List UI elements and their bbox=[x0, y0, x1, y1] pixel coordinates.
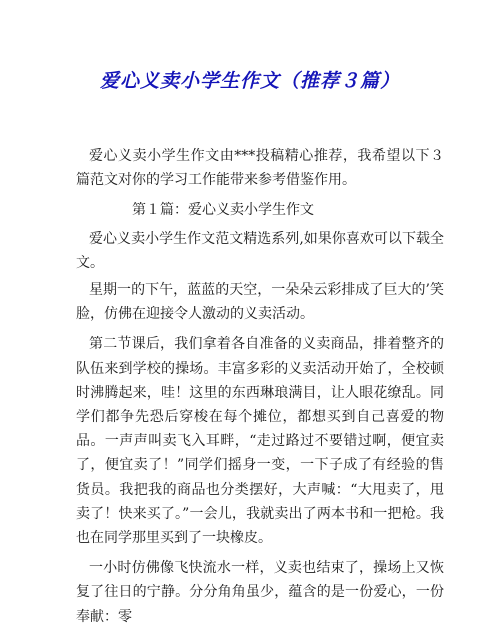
section-heading: 第１篇：爱心义卖小学生作文 bbox=[132, 202, 314, 219]
intro-paragraph: 爱心义卖小学生作文由***投稿精心推荐，我希望以下３篇范文对你的学习工作能带来参考借鉴作用。 bbox=[76, 148, 444, 189]
body-paragraph: 爱心义卖小学生作文范文精选系列,如果你喜欢可以下载全文。 bbox=[76, 230, 444, 271]
document-title: 爱心义卖小学生作文（推荐３篇） bbox=[99, 70, 400, 92]
document-body bbox=[76, 144, 444, 635]
body-paragraph: 第二节课后，我们拿着各自准备的义卖商品，排着整齐的队伍来到学校的操场。丰富多彩的义卖活动开始了，全校顿时沸腾起来，哇！这里的东西琳琅满目，让人眼花缭乱。同学们都争先恐后穿梭在每个摊位，都想买到自己喜爱的物品。一声声叫卖飞入耳畔，“走过路过不要错过啊，便宜卖了，便宜卖了！”同学们摇身一变，一下子成了有经验的售货员。我把我的商品也分类摆好，大声喊：“大甩卖了，甩卖了！快来买了。”一会儿，我就卖出了两本书和一把枪。我也在同学那里买到了一块橡皮。 bbox=[76, 336, 444, 547]
body-paragraph: 一小时仿佛像飞快流水一样，义卖也结束了，操场上又恢复了往日的宁静。分分角角虽少，蕴含的是一份爱心，一份奉献：零 bbox=[76, 560, 444, 625]
body-paragraph: 星期一的下午，蓝蓝的天空，一朵朵云彩排成了巨大的’笑脸，仿佛在迎接令人激动的义卖活动。 bbox=[76, 282, 444, 323]
